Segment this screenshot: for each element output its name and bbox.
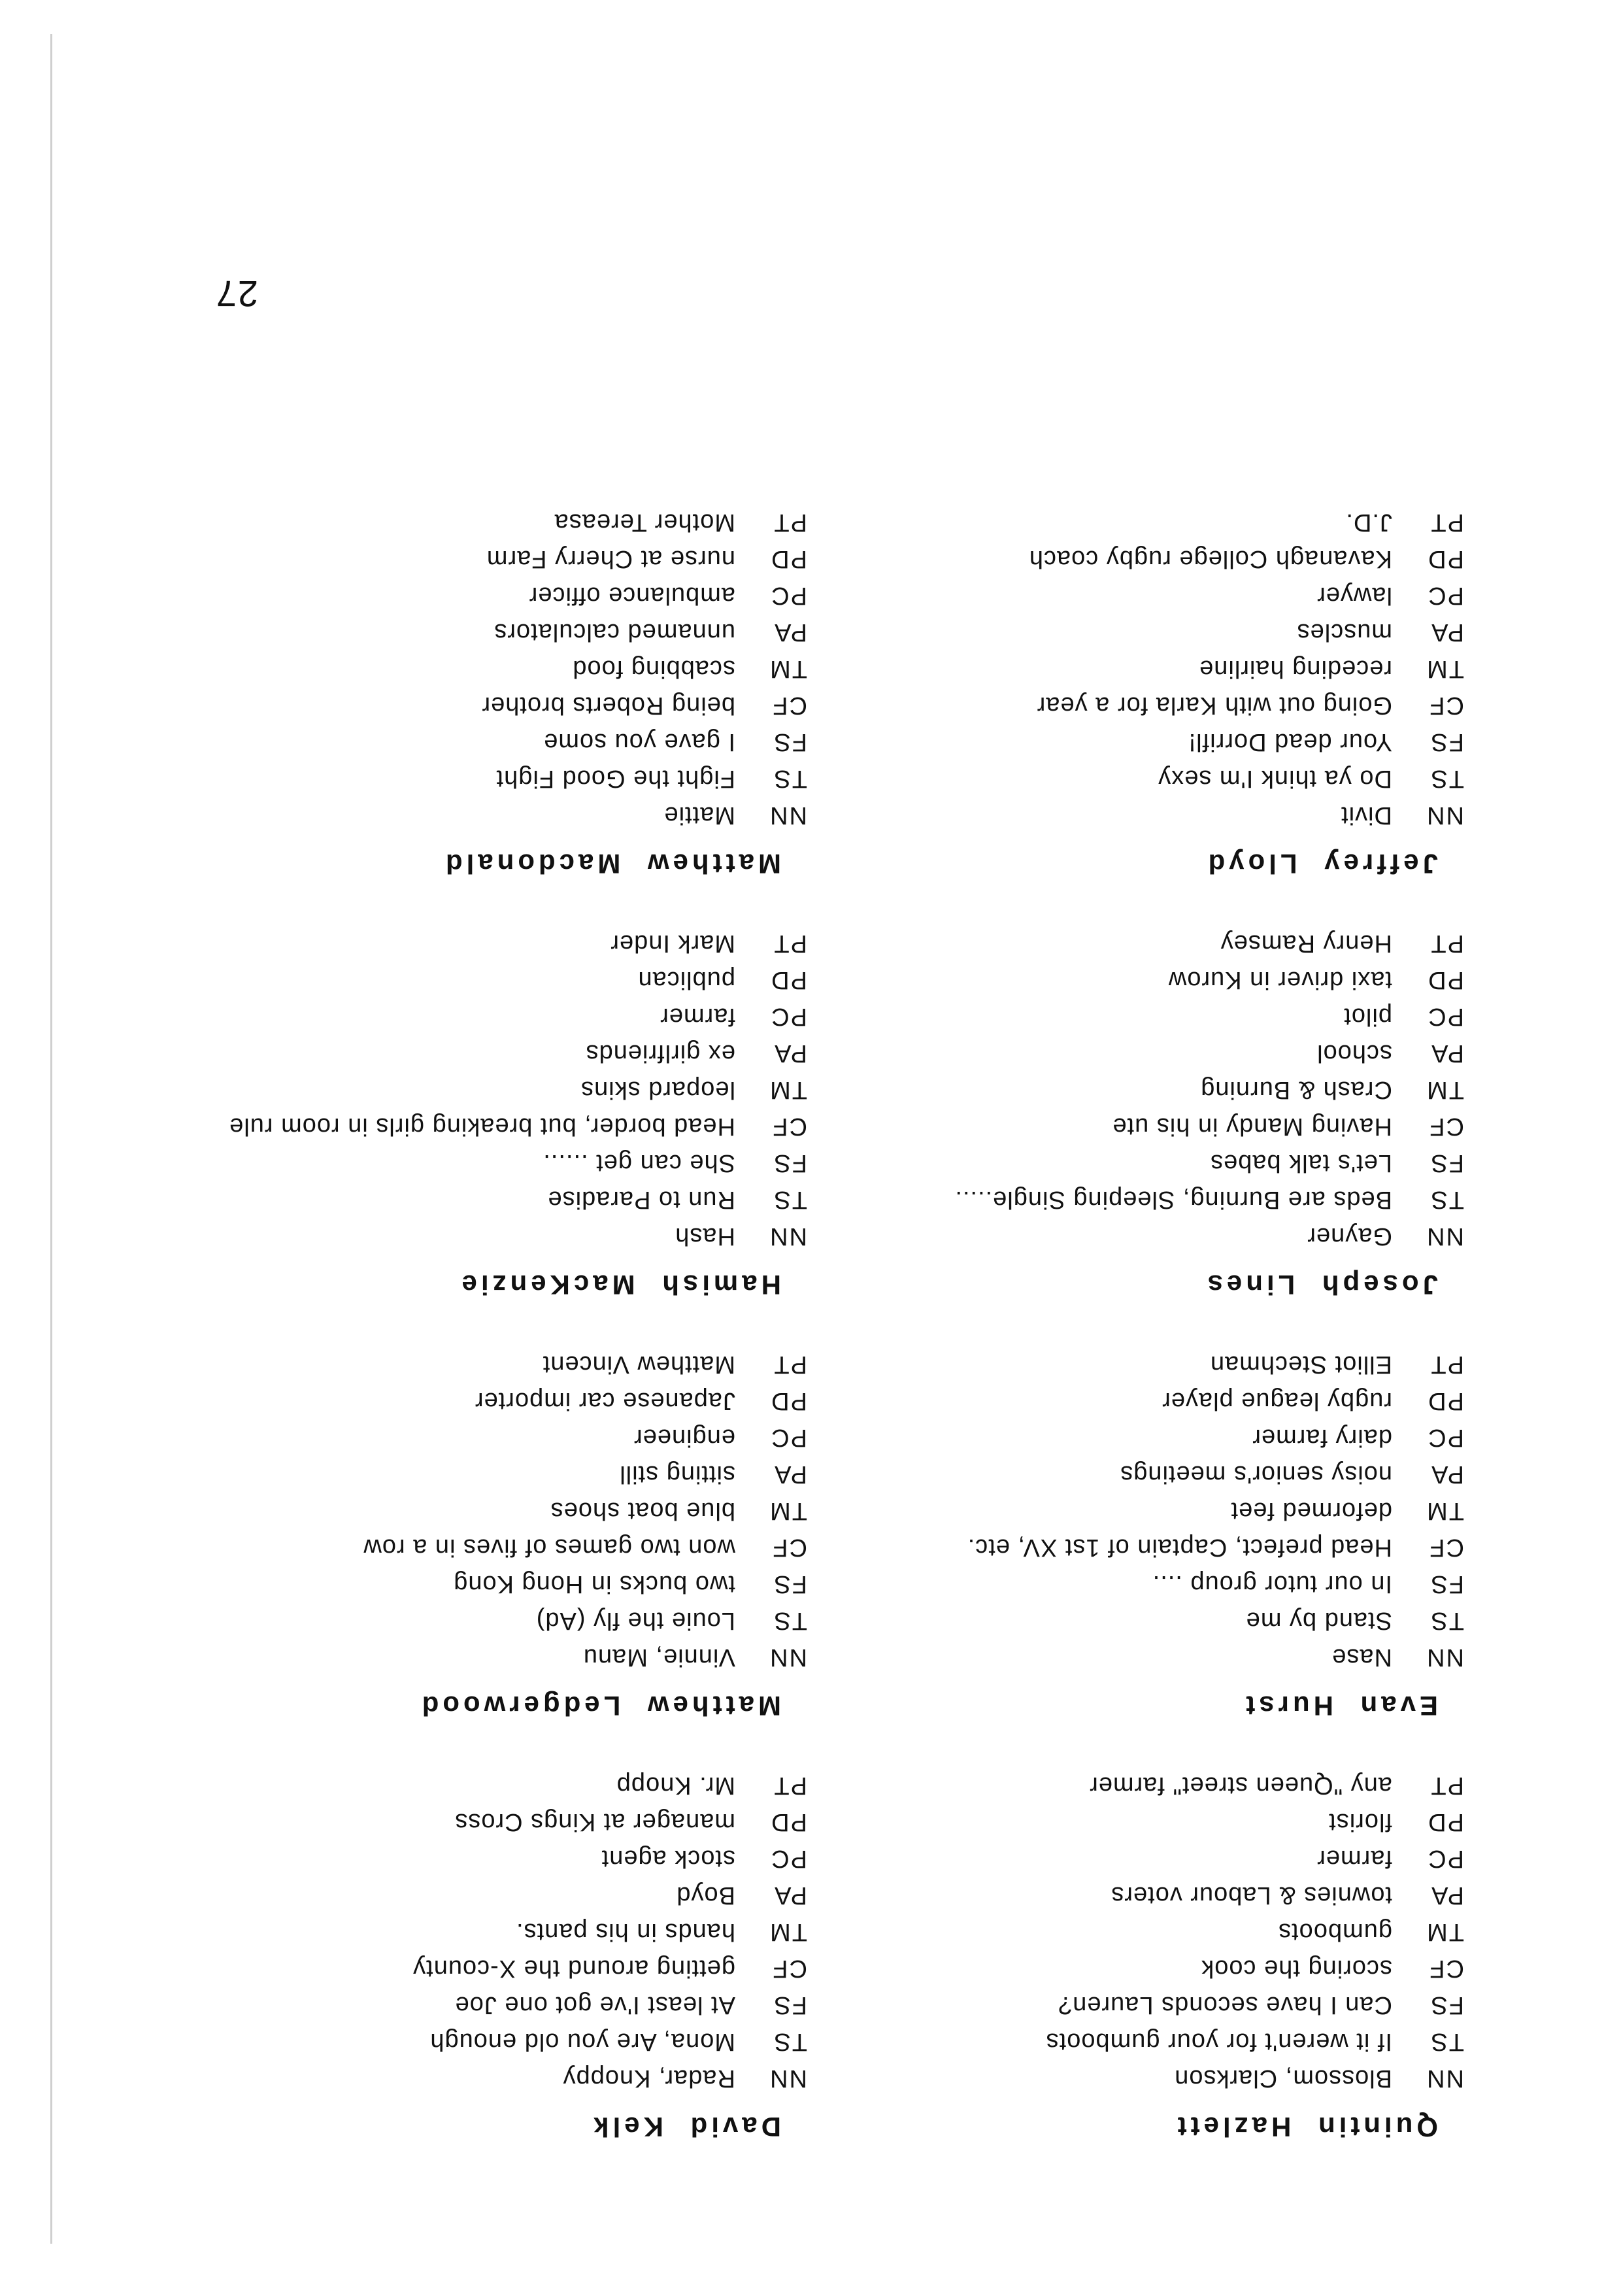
entry-row xyxy=(75,614,807,650)
entry-text: Head prefect, Captain of 1st XV, etc. xyxy=(967,1534,1392,1561)
entry-row xyxy=(75,1914,807,1950)
entry-row xyxy=(732,797,1464,834)
entry-row xyxy=(732,1767,1464,1804)
entry-row xyxy=(75,1493,807,1529)
entry-row xyxy=(732,760,1464,797)
entry-text: scoring the cook xyxy=(1201,1955,1392,1982)
entry-code: PC xyxy=(1427,1003,1464,1030)
scan-margin-line xyxy=(50,34,52,2244)
entry-text: Mona, Are you old enough xyxy=(429,2028,735,2055)
entry-text: noisy senior's meetings xyxy=(1120,1460,1392,1488)
entry-text: stock agent xyxy=(601,1845,735,1872)
entry-row xyxy=(732,1383,1464,1419)
entry-row xyxy=(75,1419,807,1456)
entry-code: PT xyxy=(773,930,807,957)
entry-row xyxy=(75,1218,807,1255)
entry-code: NN xyxy=(1426,2065,1464,2092)
entry-code: PA xyxy=(773,1039,807,1067)
entry-code: CF xyxy=(771,1534,807,1561)
entry-row xyxy=(75,1987,807,2023)
entry-text: scabbing food xyxy=(572,655,735,683)
entry-text: Henry Ramsey xyxy=(1220,930,1392,957)
entry-code: FS xyxy=(1429,1991,1464,2019)
entry-text: nurse at Cherry Farm xyxy=(486,545,735,573)
entry-row xyxy=(75,1602,807,1639)
student-section xyxy=(75,504,807,879)
entry-code: TM xyxy=(1426,1076,1464,1104)
entry-text: Divit xyxy=(1341,802,1392,829)
entry-code: NN xyxy=(1426,1223,1464,1250)
entry-text: blue boat shoes xyxy=(550,1497,735,1525)
entry-row xyxy=(75,1108,807,1145)
entry-code: TS xyxy=(773,1607,807,1634)
entry-code: PT xyxy=(1429,930,1464,957)
entry-code: TM xyxy=(1426,655,1464,683)
entry-text: J.D. xyxy=(1345,509,1392,536)
entry-text: taxi driver in Kurow xyxy=(1167,966,1392,994)
entry-code: PD xyxy=(770,966,807,994)
entry-row xyxy=(75,760,807,797)
entry-code: PA xyxy=(1430,1460,1464,1488)
entry-code: PT xyxy=(1429,509,1464,536)
student-name: Hamish MacKenzie xyxy=(458,1270,781,1300)
entry-code: PC xyxy=(1427,1845,1464,1872)
entry-code: PT xyxy=(773,509,807,536)
entry-text: farmer xyxy=(660,1003,735,1030)
entry-code: FS xyxy=(773,1149,807,1177)
entry-code: PA xyxy=(773,618,807,646)
entry-text: Blossom, Clarkson xyxy=(1174,2065,1392,2092)
entry-row xyxy=(75,1566,807,1602)
entry-row xyxy=(732,1566,1464,1602)
entry-row xyxy=(75,541,807,577)
entry-text: Mattie xyxy=(663,802,735,829)
entry-row xyxy=(75,797,807,834)
entry-row xyxy=(75,1639,807,1676)
entry-code: PA xyxy=(1430,618,1464,646)
entry-code: PT xyxy=(1429,1772,1464,1799)
entry-row xyxy=(75,577,807,614)
entry-code: NN xyxy=(769,802,807,829)
entry-row xyxy=(732,614,1464,650)
entry-code: PA xyxy=(773,1460,807,1488)
entry-code: PD xyxy=(770,1387,807,1415)
entry-text: Stand by me xyxy=(1245,1607,1392,1634)
entry-code: CF xyxy=(771,692,807,719)
entry-text: leopard skins xyxy=(580,1076,735,1104)
entry-text: townies & Labour voters xyxy=(1111,1882,1392,1909)
entry-text: two bucks in Hong Kong xyxy=(453,1570,735,1598)
entry-row xyxy=(732,1877,1464,1914)
entry-row xyxy=(75,1145,807,1181)
entry-row xyxy=(732,541,1464,577)
student-name: Matthew Macdonald xyxy=(441,849,781,879)
entry-row xyxy=(732,2060,1464,2097)
entry-row xyxy=(732,687,1464,724)
entry-text: She can get ...... xyxy=(543,1149,735,1177)
entry-row xyxy=(75,2060,807,2097)
entry-text: Having Mandy in his ute xyxy=(1112,1113,1392,1140)
entry-code: CF xyxy=(1428,692,1464,719)
entry-code: PD xyxy=(770,545,807,573)
entry-code: PC xyxy=(770,1845,807,1872)
entry-text: Mark Inder xyxy=(610,930,735,957)
entry-code: PD xyxy=(1427,545,1464,573)
entry-code: CF xyxy=(1428,1955,1464,1982)
student-section xyxy=(732,504,1464,879)
entry-text: publican xyxy=(637,966,735,994)
entry-text: ex girlfriends xyxy=(585,1039,735,1067)
entry-row xyxy=(75,687,807,724)
entry-text: In our tutor group .... xyxy=(1152,1570,1392,1598)
entry-row xyxy=(75,1181,807,1218)
entry-text: Fight the Good Fight xyxy=(495,765,735,792)
entry-row xyxy=(732,1493,1464,1529)
entry-text: If it weren't for your gumboots xyxy=(1045,2028,1392,2055)
entry-code: PA xyxy=(1430,1039,1464,1067)
entry-text: Hash xyxy=(675,1223,735,1250)
entry-row xyxy=(732,1840,1464,1877)
entry-text: Kavanagh College rugby coach xyxy=(1028,545,1392,573)
entry-row xyxy=(732,1602,1464,1639)
entry-code: TS xyxy=(773,2028,807,2055)
entry-code: NN xyxy=(769,1223,807,1250)
entry-row xyxy=(732,2023,1464,2060)
entry-code: TS xyxy=(1429,765,1464,792)
entry-text: school xyxy=(1316,1039,1392,1067)
entry-text: sitting still xyxy=(619,1460,735,1488)
entry-text: Gayner xyxy=(1307,1223,1392,1250)
entry-row xyxy=(732,650,1464,687)
entry-code: CF xyxy=(771,1955,807,1982)
entry-row xyxy=(75,1346,807,1383)
entry-code: PD xyxy=(770,1808,807,1836)
entry-text: Your dead Dorrifl! xyxy=(1188,728,1392,756)
entry-code: TM xyxy=(769,1918,807,1946)
entry-code: TS xyxy=(773,765,807,792)
entry-code: FS xyxy=(1429,1149,1464,1177)
entry-text: won two games of fives in a row xyxy=(363,1534,735,1561)
entry-row xyxy=(75,962,807,998)
entry-code: PT xyxy=(1429,1351,1464,1378)
entry-text: Louie the fly (Ad) xyxy=(535,1607,735,1634)
entry-text: florist xyxy=(1328,1808,1392,1836)
entry-row xyxy=(75,650,807,687)
entry-code: PC xyxy=(1427,582,1464,609)
entry-text: ambulance officer xyxy=(528,582,735,609)
entry-row xyxy=(732,1914,1464,1950)
entry-row xyxy=(75,2023,807,2060)
entry-code: NN xyxy=(769,2065,807,2092)
entry-row xyxy=(75,1804,807,1840)
entry-text: I gave you some xyxy=(543,728,735,756)
student-name: David Kelk xyxy=(590,2112,781,2142)
entry-row xyxy=(732,1804,1464,1840)
entry-code: PC xyxy=(1427,1424,1464,1451)
entry-text: Matthew Vincent xyxy=(542,1351,735,1378)
entry-code: TM xyxy=(1426,1497,1464,1525)
entry-text: Mr. Knopp xyxy=(616,1772,735,1799)
entry-text: being Roberts brother xyxy=(481,692,735,719)
student-name: Joseph Lines xyxy=(1203,1270,1438,1300)
entry-code: CF xyxy=(1428,1534,1464,1561)
entry-code: TS xyxy=(1429,1186,1464,1213)
entry-row xyxy=(732,1072,1464,1108)
entry-code: CF xyxy=(1428,1113,1464,1140)
entry-text: Mother Tereasa xyxy=(554,509,735,536)
student-name: Matthew Ledgerwood xyxy=(418,1691,781,1721)
entry-row xyxy=(75,1383,807,1419)
entry-row xyxy=(75,1767,807,1804)
entry-code: PD xyxy=(1427,1808,1464,1836)
entry-code: NN xyxy=(1426,1644,1464,1671)
entry-code: FS xyxy=(773,1570,807,1598)
entry-code: TM xyxy=(769,1497,807,1525)
entry-code: PC xyxy=(770,1424,807,1451)
left-column xyxy=(732,458,1464,2142)
entry-text: any "Queen street" farmer xyxy=(1089,1772,1392,1799)
entry-code: TM xyxy=(1426,1918,1464,1946)
student-section xyxy=(75,1346,807,1721)
student-section xyxy=(732,1346,1464,1721)
student-section xyxy=(75,1767,807,2142)
student-section xyxy=(732,925,1464,1300)
entry-code: TS xyxy=(1429,1607,1464,1634)
entry-code: PD xyxy=(1427,966,1464,994)
entry-code: NN xyxy=(1426,802,1464,829)
entry-row xyxy=(732,1145,1464,1181)
entry-row xyxy=(732,504,1464,541)
entry-row xyxy=(732,1035,1464,1072)
student-section xyxy=(75,925,807,1300)
entry-row xyxy=(732,1181,1464,1218)
entry-text: Let's talk babes xyxy=(1210,1149,1392,1177)
entry-code: TS xyxy=(773,1186,807,1213)
entry-row xyxy=(732,962,1464,998)
entry-row xyxy=(75,1840,807,1877)
entry-text: deformed feet xyxy=(1230,1497,1392,1525)
entry-text: Japanese car importer xyxy=(474,1387,735,1415)
entry-text: engineer xyxy=(633,1424,735,1451)
entry-row xyxy=(75,925,807,962)
entry-code: TM xyxy=(769,655,807,683)
entry-text: Head border, but breaking girls in room rule xyxy=(229,1113,735,1140)
entry-row xyxy=(75,1456,807,1493)
entry-row xyxy=(732,1346,1464,1383)
entry-code: PT xyxy=(773,1351,807,1378)
entry-text: Run to Paradise xyxy=(547,1186,735,1213)
entry-text: Do ya think I'm sexy xyxy=(1158,765,1392,792)
entry-row xyxy=(75,504,807,541)
entry-row xyxy=(732,1108,1464,1145)
entry-row xyxy=(732,724,1464,760)
entry-text: gumboots xyxy=(1278,1918,1392,1946)
entry-row xyxy=(75,724,807,760)
entry-text: Crash & Burning xyxy=(1200,1076,1392,1104)
entry-text: farmer xyxy=(1316,1845,1392,1872)
entry-row xyxy=(732,1456,1464,1493)
entry-text: At least I've got one Joe xyxy=(454,1991,735,2019)
entry-text: Boyd xyxy=(676,1882,735,1909)
right-column xyxy=(75,458,807,2142)
entry-row xyxy=(75,1529,807,1566)
entry-text: Beds are Burning, Sleeping Single..... xyxy=(954,1186,1392,1213)
entry-row xyxy=(75,1950,807,1987)
entry-row xyxy=(732,1419,1464,1456)
student-name: Jeffrey Lloyd xyxy=(1204,849,1438,879)
student-name: Quintin Hazlett xyxy=(1173,2112,1438,2142)
entry-code: PD xyxy=(1427,1387,1464,1415)
entry-text: Elliot Stechman xyxy=(1209,1351,1392,1378)
entry-row xyxy=(732,1950,1464,1987)
entry-text: hands in his pants. xyxy=(516,1918,735,1946)
entry-row xyxy=(732,998,1464,1035)
entry-row xyxy=(732,1639,1464,1676)
entry-code: PA xyxy=(773,1882,807,1909)
entry-text: manager at Kings Cross xyxy=(454,1808,735,1836)
entry-code: CF xyxy=(771,1113,807,1140)
entry-code: FS xyxy=(773,1991,807,2019)
entry-code: PA xyxy=(1430,1882,1464,1909)
entry-row xyxy=(732,1529,1464,1566)
entry-code: FS xyxy=(773,728,807,756)
entry-text: muscles xyxy=(1296,618,1392,646)
entry-text: getting around the X-county xyxy=(412,1955,735,1982)
entry-text: unnamed calculators xyxy=(493,618,735,646)
entry-row xyxy=(732,1218,1464,1255)
entry-text: Nase xyxy=(1331,1644,1392,1671)
student-name: Evan Hurst xyxy=(1242,1691,1438,1721)
page-number: 27 xyxy=(214,273,258,314)
entry-row xyxy=(732,925,1464,962)
entry-row xyxy=(732,1987,1464,2023)
entry-text: receding hairline xyxy=(1199,655,1392,683)
entry-row xyxy=(75,998,807,1035)
entry-code: NN xyxy=(769,1644,807,1671)
entry-row xyxy=(75,1072,807,1108)
entry-text: rugby league player xyxy=(1161,1387,1392,1415)
entry-text: pilot xyxy=(1343,1003,1392,1030)
entry-code: PC xyxy=(770,582,807,609)
entry-text: Can I have seconds Lauren? xyxy=(1058,1991,1392,2019)
entry-row xyxy=(75,1035,807,1072)
entry-code: FS xyxy=(1429,728,1464,756)
entry-row xyxy=(732,577,1464,614)
entry-row xyxy=(75,1877,807,1914)
student-section xyxy=(732,1767,1464,2142)
entry-code: PC xyxy=(770,1003,807,1030)
entry-code: TM xyxy=(769,1076,807,1104)
entry-text: Going out with Karla for a year xyxy=(1036,692,1392,719)
entry-code: PT xyxy=(773,1772,807,1799)
entry-text: Vinnie, Manu xyxy=(582,1644,735,1671)
entry-code: TS xyxy=(1429,2028,1464,2055)
entry-text: Radar, Knoppy xyxy=(562,2065,735,2092)
entry-text: lawyer xyxy=(1316,582,1392,609)
entry-text: dairy farmer xyxy=(1252,1424,1392,1451)
entry-code: FS xyxy=(1429,1570,1464,1598)
